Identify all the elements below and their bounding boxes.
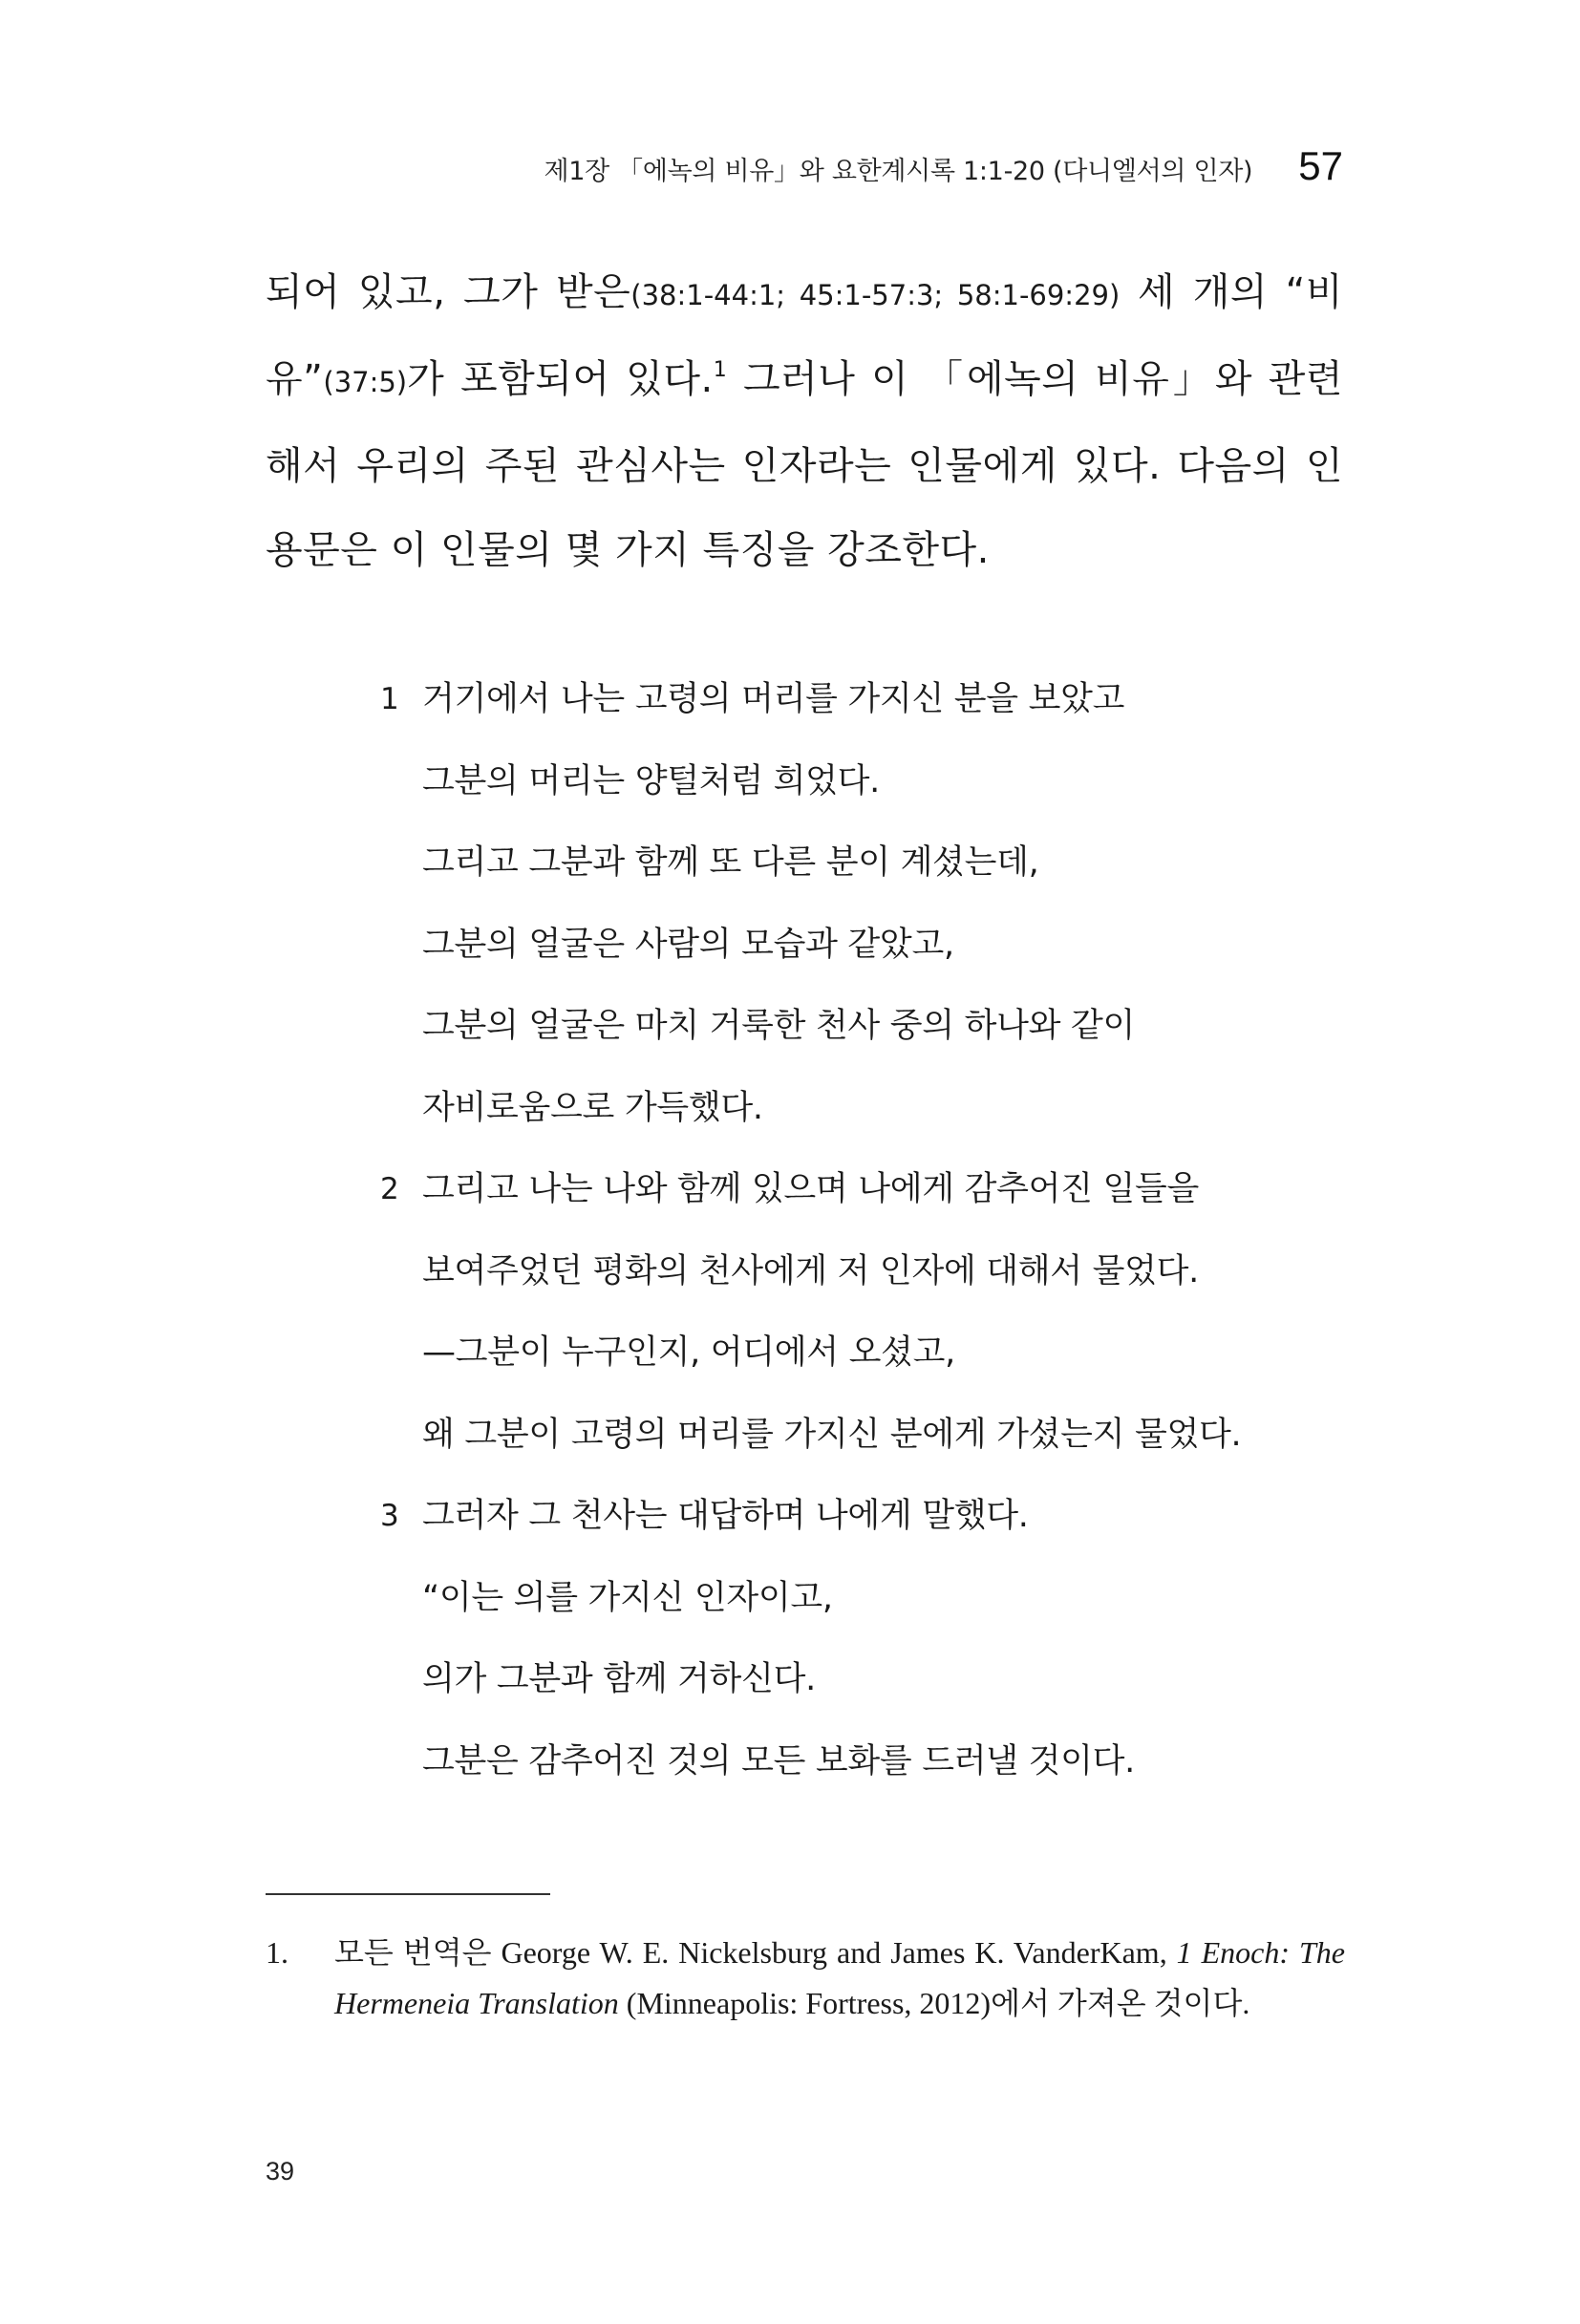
verse-text: 왜 그분이 고령의 머리를 가지신 분에게 가셨는지 물었다. [422, 1415, 1242, 1454]
verse-number: 3 [380, 1499, 399, 1533]
scripture-reference-2: (37:5) [323, 366, 408, 398]
verse-line [380, 1395, 1345, 1477]
verse-line [380, 1558, 1345, 1640]
verse-number: 2 [380, 1172, 399, 1206]
footnote-marker: 1. [266, 1935, 288, 1970]
verse-text: 자비로움으로 가득했다. [422, 1088, 763, 1127]
verse-text: “이는 의를 가지신 인자이고, [422, 1578, 833, 1617]
quoted-verses [380, 659, 1345, 1802]
verse-line [380, 1312, 1345, 1395]
body-text-c: 가 포함되어 있다. [407, 357, 714, 401]
verse-text: 그분의 얼굴은 마치 거룩한 천사 중의 하나와 같이 [422, 1007, 1135, 1045]
chapter-title: 제1장 「에녹의 비유」와 요한계시록 1:1-20 (다니엘서의 인자) [544, 157, 1253, 186]
verse-text: 보여주었던 평화의 천사에게 저 인자에 대해서 물었다. [422, 1251, 1200, 1290]
verse-line [380, 1231, 1345, 1313]
verse-text: —그분이 누구인지, 어디에서 오셨고, [422, 1333, 955, 1372]
verse-text: 그리고 나는 나와 함께 있으며 나에게 감추어진 일들을 [422, 1170, 1200, 1208]
footnote-text-b: (Minneapolis: Fortress, 2012)에서 가져온 것이다. [618, 1986, 1250, 2020]
verse-text: 그분의 머리는 양털처럼 희었다. [422, 761, 880, 800]
body-text-d: 그러나 이 「에녹의 비유」와 관련해서 우리의 주된 관심사는 인자라는 인물에게 있다. 다음의 인용문은 이 인물의 몇 가지 특징을 강조한다. [266, 357, 1343, 572]
running-header [237, 143, 1343, 210]
footnote-text-a: 모든 번역은 George W. E. Nickelsburg and James K. VanderKam, [334, 1935, 1177, 1970]
page-number: 57 [1298, 143, 1343, 188]
body-text-a: 되어 있고, 그가 받은 [266, 270, 631, 314]
verse-line [380, 659, 1345, 741]
footnote-text [334, 1928, 1345, 2029]
body-paragraph [266, 250, 1343, 592]
verse-text: 거기에서 나는 고령의 머리를 가지신 분을 보았고 [422, 680, 1125, 718]
page-folio: 39 [266, 2157, 295, 2185]
verse-text: 그리고 그분과 함께 또 다른 분이 계셨는데, [422, 843, 1039, 882]
verse-line [380, 905, 1345, 987]
footnote-book-title: 1 Enoch: The Hermeneia Translation [334, 1935, 1346, 2020]
verse-line [380, 1149, 1345, 1231]
verse-line [380, 741, 1345, 823]
verse-text: 그분은 감추어진 것의 모든 보화를 드러낼 것이다. [422, 1741, 1135, 1780]
verse-text: 그분의 얼굴은 사람의 모습과 같았고, [422, 925, 954, 964]
verse-line [380, 986, 1345, 1068]
verse-text: 그러자 그 천사는 대답하며 나에게 말했다. [422, 1497, 1029, 1535]
verse-line [380, 1476, 1345, 1558]
verse-number: 1 [380, 682, 399, 716]
verse-line [380, 1639, 1345, 1721]
verse-text: 의가 그분과 함께 거하신다. [422, 1660, 816, 1698]
verse-line [380, 1068, 1345, 1150]
footnote-reference[interactable]: 1 [713, 358, 728, 382]
body-text-b: 세 개의 “비유” [266, 270, 1344, 401]
footnote-divider [266, 1893, 550, 1895]
verse-line [380, 1721, 1345, 1803]
footnote [266, 1928, 1345, 2029]
verse-line [380, 822, 1345, 905]
scripture-reference: (38:1-44:1; 45:1-57:3; 58:1-69:29) [630, 279, 1121, 311]
